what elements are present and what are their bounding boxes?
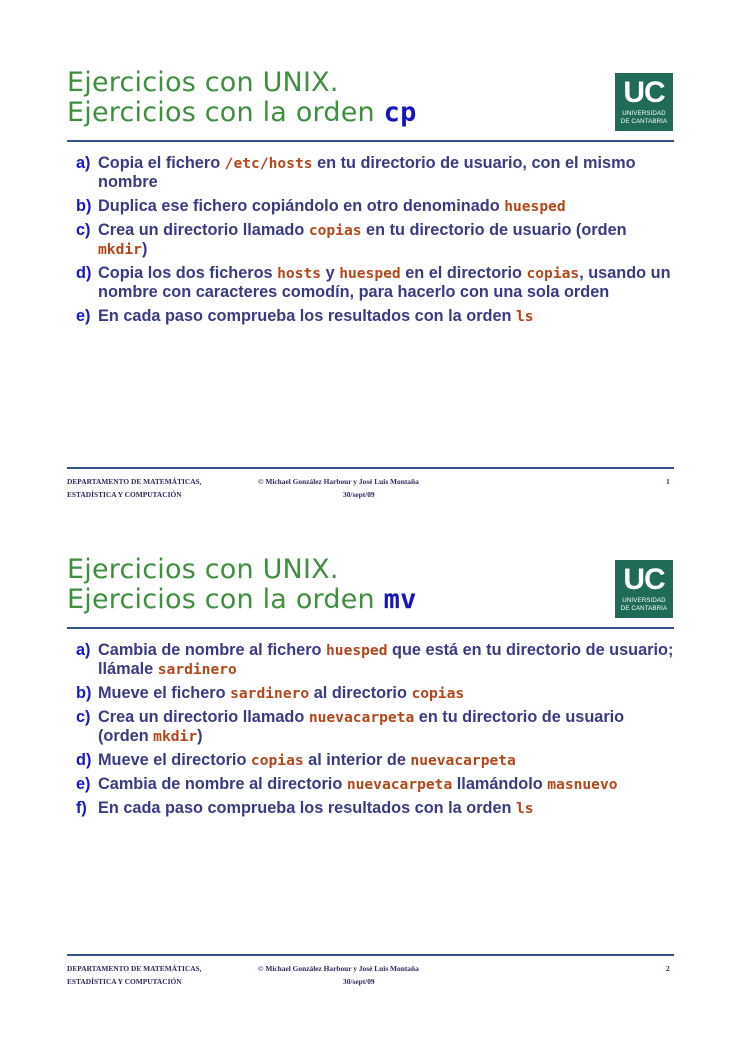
item-text: , usando un nombre con caracteres comodín, para hacerlo con una sola orden xyxy=(98,264,671,301)
item-marker: a) xyxy=(76,154,91,172)
title-command: cp xyxy=(383,97,417,128)
item-marker: a) xyxy=(76,641,91,659)
item-marker: d) xyxy=(76,264,92,282)
item-marker: e) xyxy=(76,775,91,793)
item-text: ) xyxy=(141,240,148,258)
exercise-item xyxy=(76,799,676,818)
slide-title xyxy=(67,68,417,128)
command-name: mkdir xyxy=(98,241,142,258)
footer-divider xyxy=(67,954,674,956)
slide-title xyxy=(67,555,417,615)
footer-copyright: © Michael González Harbour y José Luis Montaña xyxy=(258,964,419,973)
header-divider xyxy=(67,140,674,142)
item-marker: b) xyxy=(76,684,92,702)
item-text: en tu directorio de usuario (orden xyxy=(361,221,627,239)
exercise-list xyxy=(76,154,676,331)
item-text: Crea un directorio llamado xyxy=(98,221,309,239)
uc-logo xyxy=(615,560,673,618)
slide-2 xyxy=(0,487,744,1013)
item-marker: f) xyxy=(76,799,87,817)
item-marker: c) xyxy=(76,708,91,726)
title-text: Ejercicios con la orden xyxy=(67,584,384,615)
exercise-item xyxy=(76,708,676,746)
item-text: en tu directorio de usuario, con el mismo nombre xyxy=(98,154,636,191)
item-marker: e) xyxy=(76,307,91,325)
logo-line-2: DE CANTABRIA xyxy=(620,604,668,612)
command-name: hosts xyxy=(277,265,322,282)
item-text: Copia los dos ficheros xyxy=(98,264,278,282)
item-text: Duplica ese fichero copiándolo en otro denominado xyxy=(98,197,505,215)
logo-initials: UC xyxy=(623,563,665,596)
command-name: copias xyxy=(308,222,362,239)
item-text: llamándolo xyxy=(452,775,548,793)
exercise-item xyxy=(76,154,676,192)
command-name: huesped xyxy=(339,265,401,282)
command-name: nuevacarpeta xyxy=(410,752,516,769)
logo-line-1: UNIVERSIDAD xyxy=(622,597,666,604)
item-text: y xyxy=(321,264,340,282)
item-text: En cada paso comprueba los resultados con la orden xyxy=(98,307,516,325)
item-text: Crea un directorio llamado xyxy=(98,708,309,726)
header-divider xyxy=(67,627,674,629)
title-line-1: Ejercicios con UNIX. xyxy=(67,554,339,585)
footer-dept-line-2: ESTADÍSTICA Y COMPUTACIÓN xyxy=(67,977,182,986)
footer-dept-line-2: ESTADÍSTICA Y COMPUTACIÓN xyxy=(67,490,182,499)
command-name: nuevacarpeta xyxy=(346,776,453,793)
item-text: al interior de xyxy=(303,751,411,769)
footer-dept-line-1: DEPARTAMENTO DE MATEMÁTICAS, xyxy=(67,477,202,486)
command-name: /etc/hosts xyxy=(224,155,313,172)
item-marker: c) xyxy=(76,221,91,239)
item-text: que está en tu directorio de usuario; llámale xyxy=(98,641,674,678)
command-name: huesped xyxy=(326,642,388,659)
uc-logo xyxy=(615,73,673,131)
exercise-item xyxy=(76,684,676,703)
page-number: 1 xyxy=(666,477,670,486)
command-name: copias xyxy=(250,752,304,769)
exercise-item xyxy=(76,264,676,302)
title-line-2 xyxy=(67,585,417,615)
item-text: Copia el fichero xyxy=(98,154,225,172)
exercise-item xyxy=(76,751,676,770)
item-marker: d) xyxy=(76,751,92,769)
command-name: mkdir xyxy=(153,728,198,745)
item-text: al directorio xyxy=(309,684,412,702)
title-line-1: Ejercicios con UNIX. xyxy=(67,67,339,98)
command-name: copias xyxy=(526,265,580,282)
command-name: huesped xyxy=(504,198,566,215)
exercise-item xyxy=(76,775,676,794)
footer-dept-line-1: DEPARTAMENTO DE MATEMÁTICAS, xyxy=(67,964,202,973)
page-number: 2 xyxy=(666,964,670,973)
exercise-item xyxy=(76,197,676,216)
logo-line-1: UNIVERSIDAD xyxy=(622,110,666,117)
command-name: sardinero xyxy=(230,685,310,702)
title-line-2 xyxy=(67,98,417,128)
item-text: Cambia de nombre al fichero xyxy=(98,641,326,659)
title-text: Ejercicios con la orden xyxy=(67,97,384,128)
item-text: ) xyxy=(197,727,203,745)
command-name: nuevacarpeta xyxy=(308,709,415,726)
logo-initials: UC xyxy=(623,76,665,109)
command-name: copias xyxy=(411,685,465,702)
logo-line-2: DE CANTABRIA xyxy=(620,117,668,125)
command-name: ls xyxy=(516,800,534,817)
slide-1 xyxy=(0,0,744,526)
title-command: mv xyxy=(383,584,417,615)
item-marker: b) xyxy=(76,197,92,215)
footer-date: 30/sept/09 xyxy=(343,490,375,499)
exercise-list xyxy=(76,641,676,823)
exercise-item xyxy=(76,641,676,679)
item-text: Mueve el directorio xyxy=(98,751,251,769)
item-text: en tu directorio de usuario (orden xyxy=(98,708,625,745)
footer-copyright: © Michael González Harbour y José Luis Montaña xyxy=(258,477,419,486)
item-text: Cambia de nombre al directorio xyxy=(98,775,347,793)
command-name: sardinero xyxy=(157,661,237,678)
footer-date: 30/sept/09 xyxy=(343,977,375,986)
exercise-item xyxy=(76,221,676,259)
item-text: en el directorio xyxy=(400,264,527,282)
command-name: masnuevo xyxy=(547,776,618,793)
item-text: Mueve el fichero xyxy=(98,684,231,702)
command-name: ls xyxy=(516,308,534,325)
item-text: En cada paso comprueba los resultados con la orden xyxy=(98,799,516,817)
footer-divider xyxy=(67,467,674,469)
exercise-item xyxy=(76,307,676,326)
